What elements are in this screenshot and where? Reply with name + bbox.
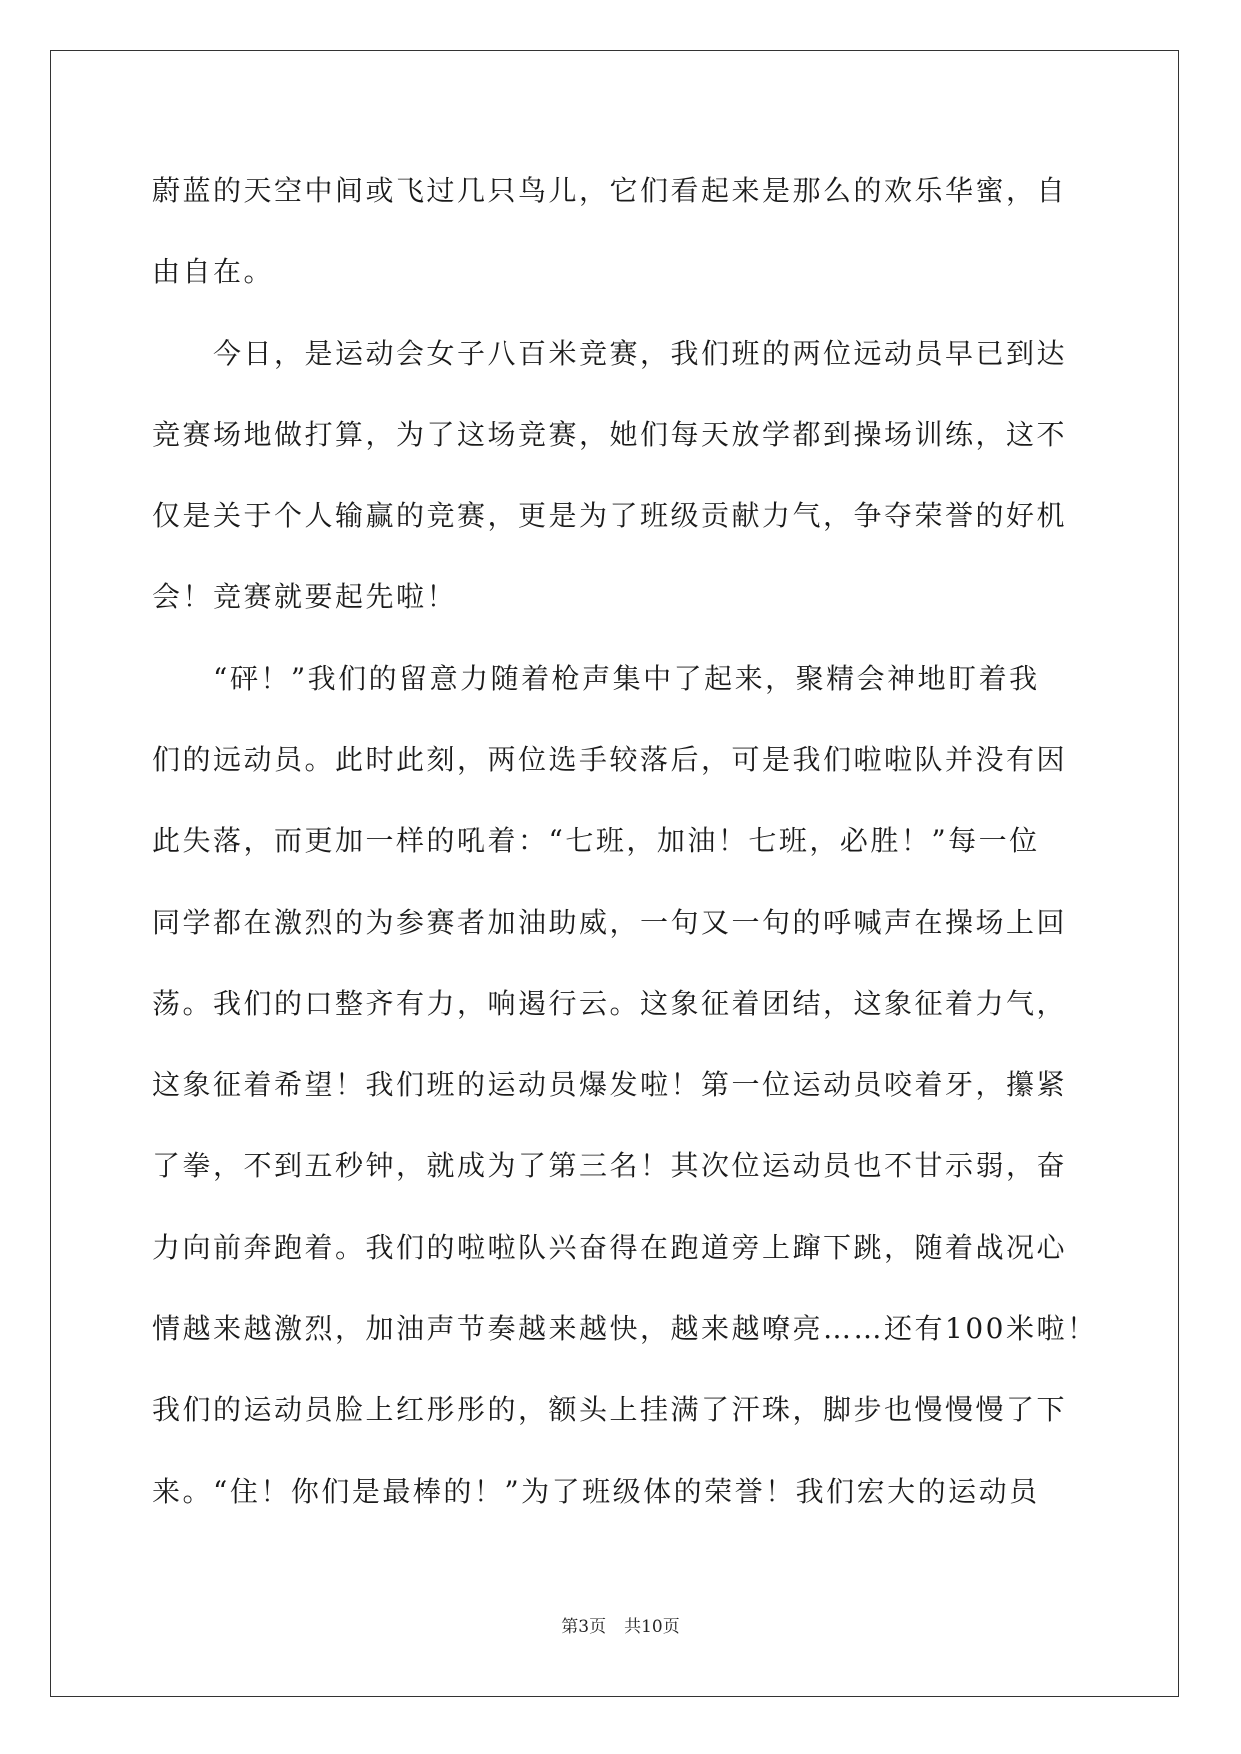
paragraph-line: 今日，是运动会女子八百米竞赛，我们班的两位远动员早已到达 [152, 337, 1068, 370]
paragraph-line: 我们的运动员脸上红彤彤的，额头上挂满了汗珠，脚步也慢慢慢了下 [152, 1393, 1068, 1426]
paragraph-line: 同学都在激烈的为参赛者加油助威，一句又一句的呼喊声在操场上回 [152, 906, 1068, 939]
paragraph-line: 蔚蓝的天空中间或飞过几只鸟儿，它们看起来是那么的欢乐华蜜，自 [152, 174, 1068, 207]
paragraph-line: 荡。我们的口整齐有力，响遏行云。这象征着团结，这象征着力气， [152, 987, 1068, 1020]
page-border [50, 50, 1179, 1697]
page-footer [0, 1616, 1241, 1638]
paragraph-line: 们的远动员。此时此刻，两位选手较落后，可是我们啦啦队并没有因 [152, 743, 1068, 776]
paragraph-line: 仅是关于个人输赢的竞赛，更是为了班级贡献力气，争夺荣誉的好机 [152, 499, 1068, 532]
page-total: 共10页 [624, 1617, 680, 1637]
paragraph-line: 来。“住！你们是最棒的！”为了班级体的荣誉！我们宏大的运动员 [152, 1475, 1040, 1508]
paragraph-line: 此失落，而更加一样的吼着：“七班，加油！七班，必胜！”每一位 [152, 824, 1040, 857]
paragraph-line: “砰！”我们的留意力随着枪声集中了起来，聚精会神地盯着我 [152, 662, 1040, 695]
paragraph-line: 力向前奔跑着。我们的啦啦队兴奋得在跑道旁上蹿下跳，随着战况心 [152, 1231, 1068, 1264]
paragraph-line: 情越来越激烈，加油声节奏越来越快，越来越嘹亮……还有100米啦！ [152, 1312, 1098, 1345]
page-number: 第3页 [561, 1617, 607, 1637]
paragraph-line: 由自在。 [152, 255, 275, 288]
paragraph-line: 了拳，不到五秒钟，就成为了第三名！其次位运动员也不甘示弱，奋 [152, 1149, 1068, 1182]
paragraph-line: 竞赛场地做打算，为了这场竞赛，她们每天放学都到操场训练，这不 [152, 418, 1068, 451]
paragraph-line: 会！竞赛就要起先啦！ [152, 580, 458, 613]
paragraph-line: 这象征着希望！我们班的运动员爆发啦！第一位运动员咬着牙，攥紧 [152, 1068, 1068, 1101]
